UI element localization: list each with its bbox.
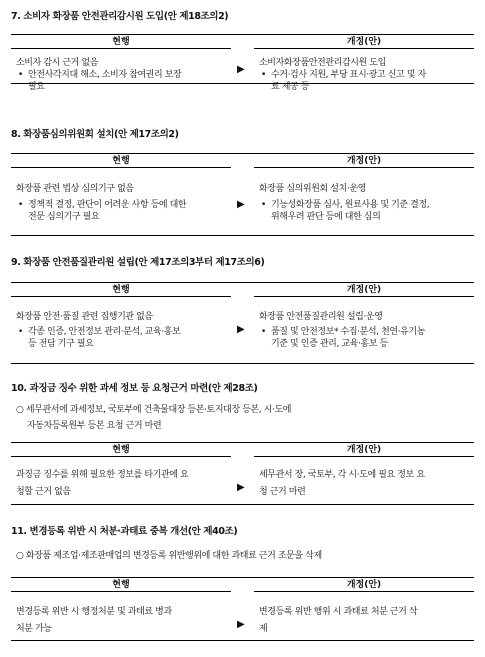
revised-title: 화장품 심의위원회 설치·운영 bbox=[259, 184, 366, 194]
current-title: 화장품 안전·품질 관련 집행기관 없음 bbox=[16, 312, 153, 322]
revised-column bbox=[254, 35, 474, 92]
section-heading: 8. 화장품심의위원회 설치(안 제17조의2) bbox=[11, 129, 179, 140]
text-line: 과징금 징수를 위해 필요한 정보를 타기관에 요 bbox=[16, 470, 189, 480]
bullet-line: 수거·검사 지원, 부당 표시·광고 신고 및 자 bbox=[271, 70, 426, 80]
current-title: 소비자 감시 근거 없음 bbox=[16, 58, 99, 68]
current-column bbox=[11, 35, 231, 92]
section-note: 자동차등록원부 등본 요청 근거 마련 bbox=[27, 421, 162, 431]
bullet-line: 기능성화장품 심사, 원료사용 및 기준 결정, bbox=[271, 200, 430, 210]
revised-header: 개정(안) bbox=[254, 443, 474, 457]
revised-title: 화장품 안전품질관리원 설립·운영 bbox=[259, 312, 383, 322]
text-line: 청할 근거 없음 bbox=[16, 487, 71, 497]
current-header: 현행 bbox=[11, 35, 231, 49]
current-column bbox=[11, 154, 231, 235]
bullet-line: 전문 심의기구 필요 bbox=[28, 212, 100, 222]
current-title: 화장품 관련 법상 심의기구 없음 bbox=[16, 184, 134, 194]
current-header: 현행 bbox=[11, 578, 231, 592]
revised-header: 개정(안) bbox=[254, 578, 474, 592]
revised-header: 개정(안) bbox=[254, 35, 474, 49]
bullet-mark: • bbox=[18, 327, 23, 337]
current-text bbox=[16, 467, 230, 501]
bullet-line: 등 전담 기구 필요 bbox=[28, 339, 94, 349]
revised-bullet bbox=[259, 326, 473, 350]
arrow-right-icon: ▶ bbox=[237, 482, 245, 493]
bullet-line: 각종 인증, 안전정보 관리·분석, 교육·홍보 bbox=[28, 327, 181, 337]
bullet-line: 필요 bbox=[28, 82, 45, 92]
comparison-table bbox=[11, 153, 474, 236]
bullet-line: 위해우려 판단 등에 대한 심의 bbox=[271, 212, 381, 222]
bullet-line: 기준 및 인증 관리, 교육·홍보 등 bbox=[271, 339, 388, 349]
bullet-line: 료 제공 등 bbox=[271, 82, 310, 92]
bullet-mark: • bbox=[261, 200, 266, 210]
text-line: 변경등록 위반 시 행정처분 및 과태료 병과 bbox=[16, 607, 172, 617]
current-header: 현행 bbox=[11, 443, 231, 457]
bullet-line: 품질 및 안전정보* 수집·분석, 천연·유기농 bbox=[271, 327, 426, 337]
comparison-table bbox=[11, 442, 474, 505]
comparison-table bbox=[11, 282, 474, 364]
arrow-right-icon: ▶ bbox=[237, 64, 245, 75]
text-line: 변경등록 위반 행위 시 과태료 처분 근거 삭 bbox=[259, 607, 418, 617]
revised-column bbox=[254, 283, 474, 363]
text-line: 세무관서 장, 국토부, 각 시·도에 필요 정보 요 bbox=[259, 470, 425, 480]
bullet-line: 안전사각지대 해소, 소비자 참여권리 보장 bbox=[28, 70, 182, 80]
revised-header: 개정(안) bbox=[254, 283, 474, 297]
section-note: ○ 화장품 제조업·제조판매업의 변경등록 위반행위에 대한 과태료 근거 조문을 삭제 bbox=[16, 551, 322, 561]
revised-column bbox=[254, 154, 474, 235]
revised-header: 개정(안) bbox=[254, 154, 474, 168]
section-heading: 11. 변경등록 위반 시 처분·과태료 중복 개선(안 제40조) bbox=[11, 526, 238, 537]
current-text bbox=[16, 604, 230, 638]
arrow-right-icon: ▶ bbox=[237, 199, 245, 210]
section-note: ○ 세무관서에 과세정보, 국토부에 건축물대장 등본·토지대장 등본, 시·도에 bbox=[16, 405, 292, 415]
arrow-right-icon: ▶ bbox=[237, 619, 245, 630]
revised-text bbox=[259, 604, 473, 638]
section-heading: 7. 소비자 화장품 안전관리감시원 도입(안 제18조의2) bbox=[11, 11, 229, 22]
arrow-right-icon: ▶ bbox=[237, 324, 245, 335]
revised-bullet bbox=[259, 69, 473, 93]
bullet-line: 정책적 결정, 판단이 어려운 사항 등에 대한 bbox=[28, 200, 187, 210]
text-line: 처분 가능 bbox=[16, 624, 52, 634]
bullet-mark: • bbox=[261, 327, 266, 337]
current-bullet bbox=[16, 199, 230, 223]
comparison-table bbox=[11, 34, 474, 92]
current-header: 현행 bbox=[11, 283, 231, 297]
revised-text bbox=[259, 467, 473, 501]
bullet-mark: • bbox=[261, 70, 266, 80]
revised-column bbox=[254, 578, 474, 640]
revised-column bbox=[254, 443, 474, 504]
current-header: 현행 bbox=[11, 154, 231, 168]
current-column bbox=[11, 443, 231, 504]
current-column bbox=[11, 283, 231, 363]
current-bullet bbox=[16, 326, 230, 350]
bullet-mark: • bbox=[18, 200, 23, 210]
revised-bullet bbox=[259, 199, 473, 223]
text-line: 제 bbox=[259, 624, 268, 634]
revised-title: 소비자화장품안전관리감시원 도입 bbox=[259, 58, 386, 68]
text-line: 청 근거 마련 bbox=[259, 487, 306, 497]
section-heading: 10. 과징금 징수 위한 과세 정보 등 요청근거 마련(안 제28조) bbox=[11, 383, 258, 394]
bullet-mark: • bbox=[18, 70, 23, 80]
section-heading: 9. 화장품 안전품질관리원 설립(안 제17조의3부터 제17조의6) bbox=[11, 257, 265, 268]
comparison-table bbox=[11, 577, 474, 641]
current-bullet bbox=[16, 69, 230, 93]
current-column bbox=[11, 578, 231, 640]
